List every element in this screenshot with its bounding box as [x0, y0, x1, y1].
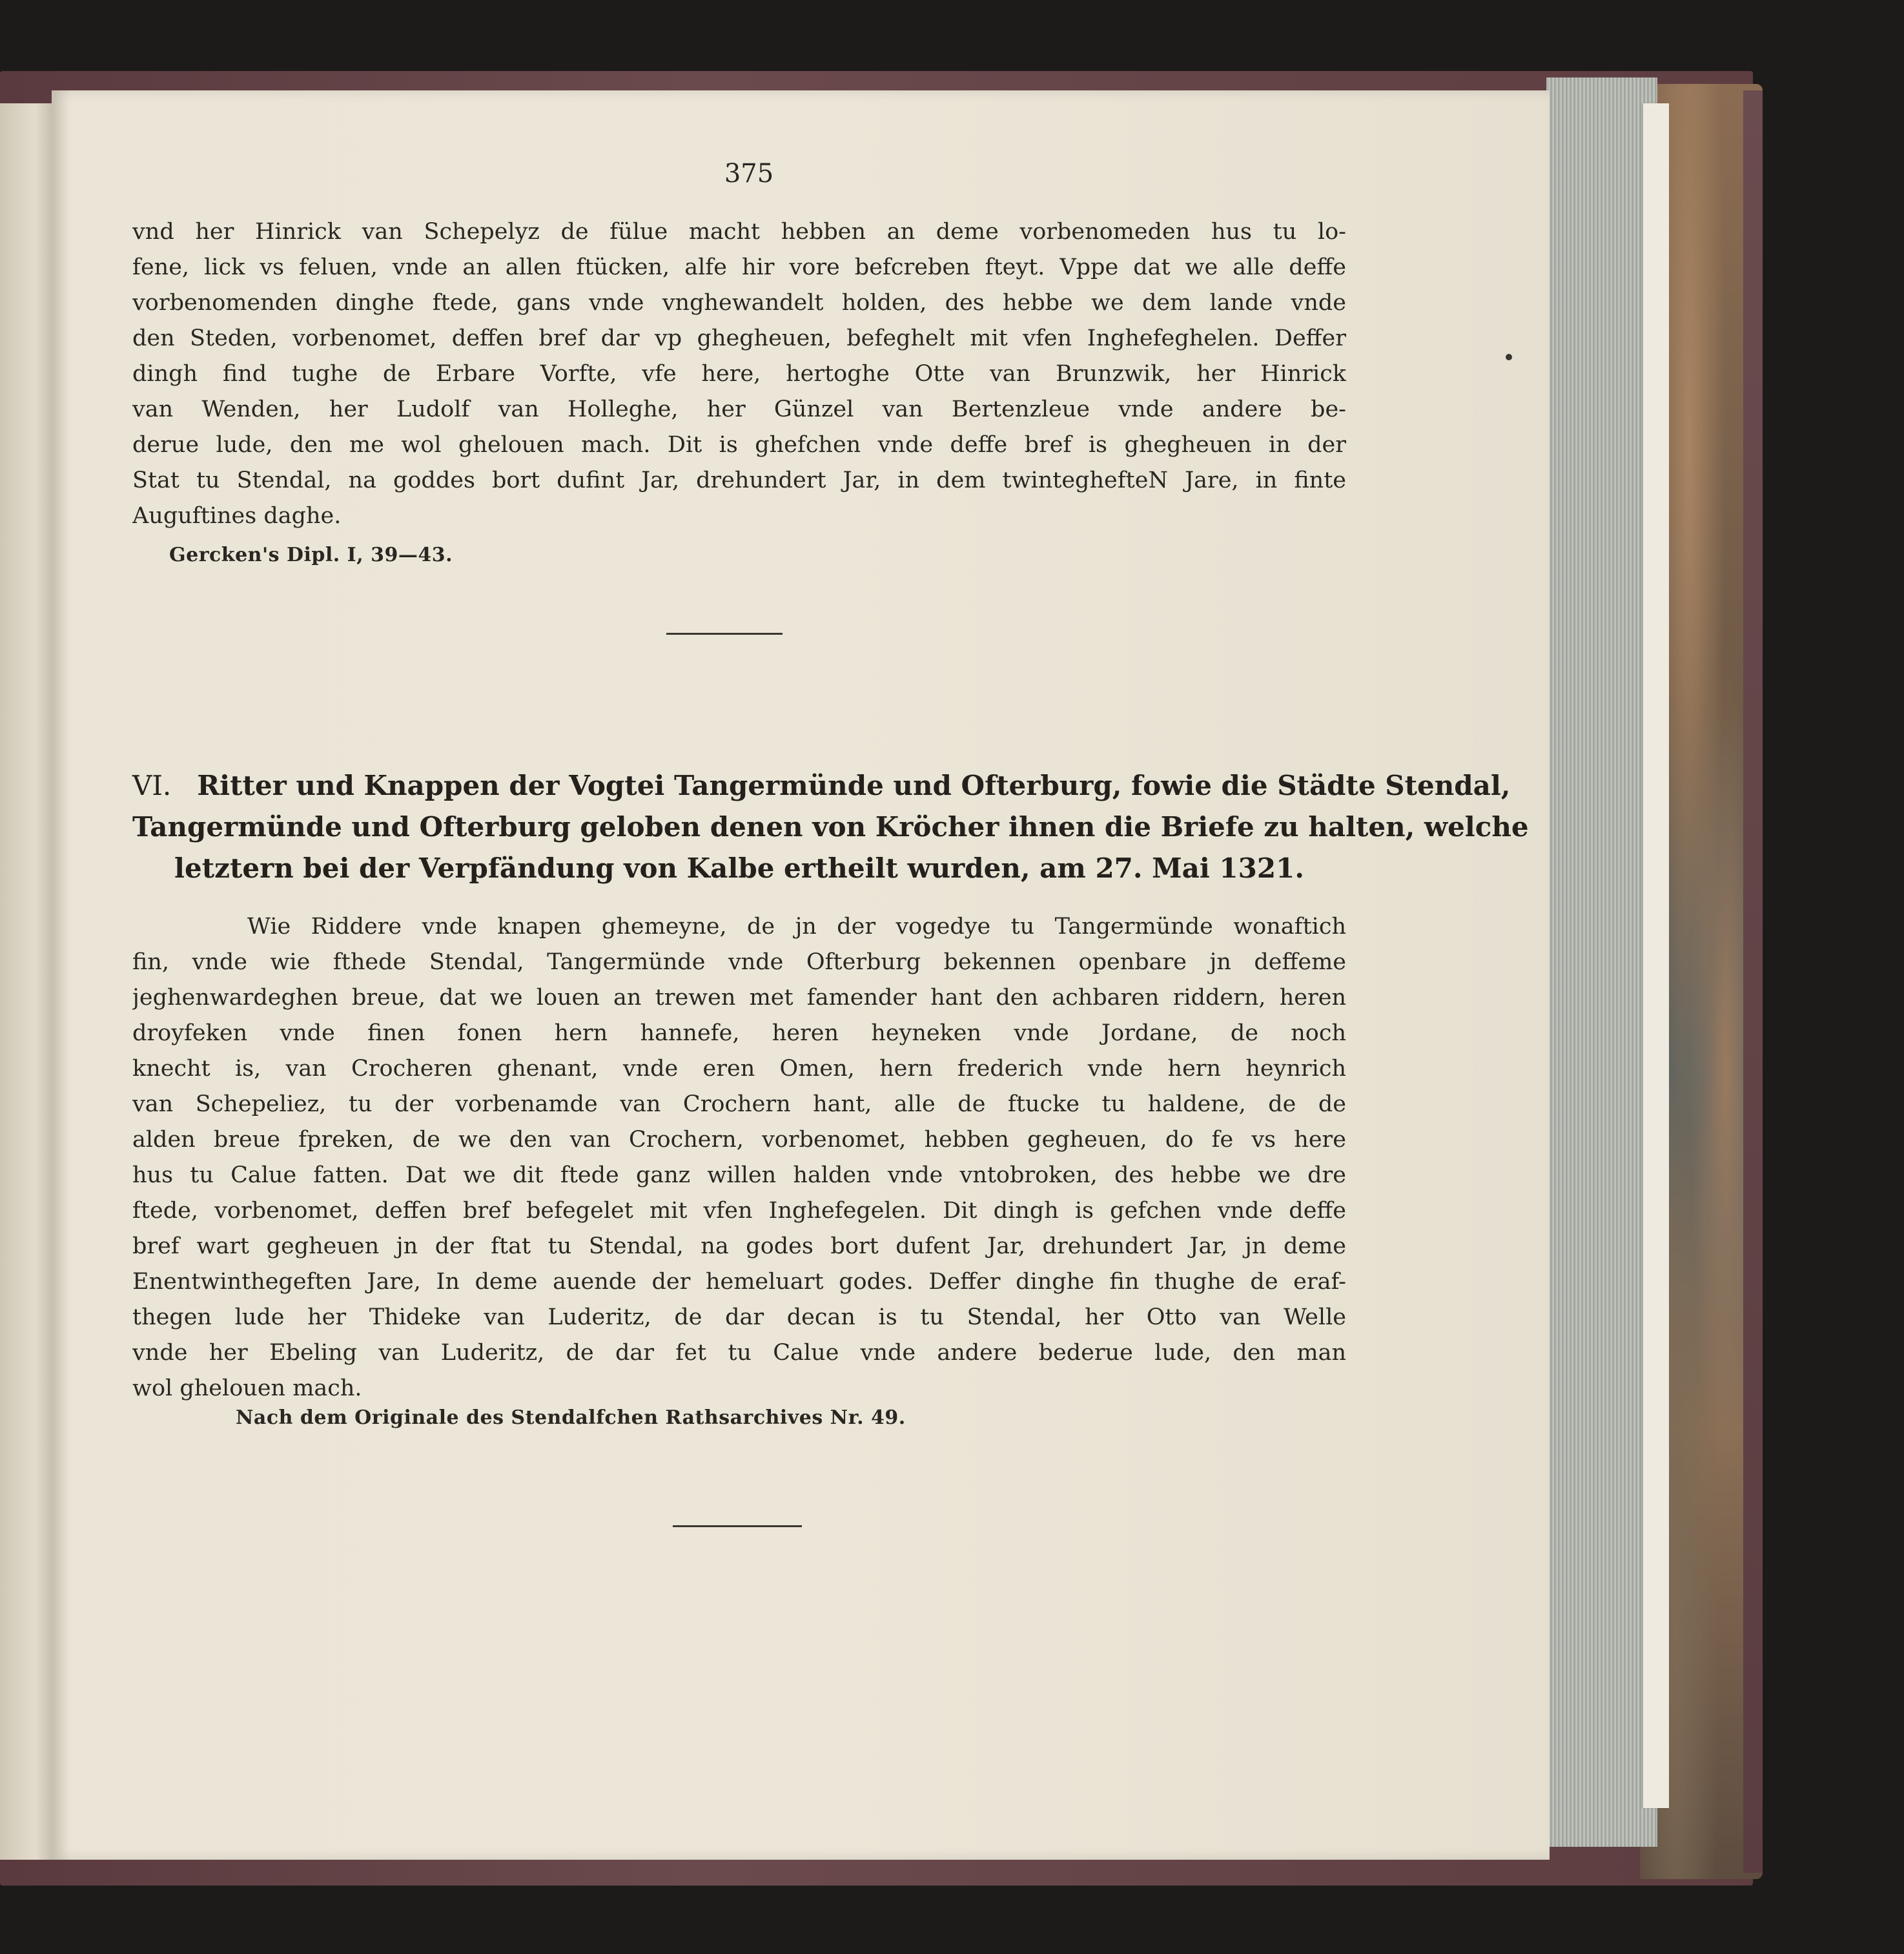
text-line: fene, lick vs feluen, vnde an allen ftücken, alfe hir vore befcreben fteyt. Vppe dat we alle deffe: [132, 254, 1346, 280]
text-line: droyfeken vnde finen fonen hern hannefe, heren heyneken vnde Jordane, de noch: [132, 1020, 1346, 1046]
text-line: jeghenwardeghen breue, dat we louen an trewen met famender hant den achbaren riddern, heren: [132, 985, 1346, 1011]
page-block-edges: [1546, 77, 1657, 1847]
continuation-source: Gercken's Dipl. I, 39—43.: [169, 544, 453, 566]
ink-speck: [1506, 354, 1512, 360]
heading-line: [132, 765, 1511, 807]
text-line: fin, vnde wie fthede Stendal, Tangermünde vnde Ofterburg bekennen openbare jn deffeme: [132, 949, 1346, 975]
section-numeral: VI.: [132, 770, 172, 801]
text-line: bref wart gegheuen jn der ftat tu Stendal, na godes bort dufent Jar, drehundert Jar, jn deme: [132, 1233, 1346, 1259]
heading-text: Tangermünde und Ofterburg geloben denen von Kröcher ihnen die Briefe zu halten, welche: [132, 811, 1529, 843]
text-line: van Schepeliez, tu der vorbenamde van Crochern hant, alle de ftucke tu haldene, de de: [132, 1091, 1346, 1117]
page-number: 375: [724, 159, 774, 189]
text-line: den Steden, vorbenomet, deffen bref dar vp ghegheuen, befeghelt mit vfen Inghefeghelen. Deffer: [132, 325, 1346, 351]
text-line: Auguftines daghe.: [132, 503, 342, 529]
endpaper: [1643, 103, 1669, 1808]
heading-line: [132, 848, 1346, 889]
continuation-text: [132, 214, 1346, 534]
heading-text: Ritter und Knappen der Vogtei Tangermünde und Ofterburg, fowie die Städte Stendal,: [197, 770, 1511, 801]
text-line: vnd her Hinrick van Schepelyz de fülue macht hebben an deme vorbenomeden hus tu lo-: [132, 219, 1346, 245]
section-source: Nach dem Originale des Stendalfchen Rathsarchives Nr. 49.: [236, 1406, 906, 1429]
text-line: vorbenomenden dinghe ftede, gans vnde vnghewandelt holden, des hebbe we dem lande vnde: [132, 290, 1346, 316]
text-line: Stat tu Stendal, na goddes bort dufint Jar, drehundert Jar, in dem twinteghefteN Jare, in finte: [132, 468, 1346, 493]
text-line: thegen lude her Thideke van Luderitz, de dar decan is tu Stendal, her Otto van Welle: [132, 1304, 1346, 1330]
text-line: hus tu Calue fatten. Dat we dit ftede ganz willen halden vnde vntobroken, des hebbe we dre: [132, 1162, 1346, 1188]
text-line: knecht is, van Crocheren ghenant, vnde eren Omen, hern frederich vnde hern heynrich: [132, 1056, 1346, 1082]
text-line: wol ghelouen mach.: [132, 1375, 362, 1401]
end-rule: [673, 1525, 802, 1527]
heading-text: letztern bei der Verpfändung von Kalbe ertheilt wurden, am 27. Mai 1321.: [174, 852, 1304, 884]
heading-line: [132, 807, 1529, 848]
text-line: ftede, vorbenomet, deffen bref befegelet mit vfen Inghefegelen. Dit dingh is gefchen vnde deffe: [132, 1198, 1346, 1224]
separator-rule: [666, 633, 783, 635]
section-text: [132, 909, 1346, 1406]
text-line: alden breue fpreken, de we den van Crochern, vorbenomet, hebben gegheuen, do fe vs here: [132, 1127, 1346, 1153]
text-line: dingh find tughe de Erbare Vorfte, vfe here, hertoghe Otte van Brunzwik, her Hinrick: [132, 361, 1346, 387]
text-line: Wie Riddere vnde knapen ghemeyne, de jn der vogedye tu Tangermünde wonaftich: [247, 914, 1346, 940]
text-line: derue lude, den me wol ghelouen mach. Dit is ghefchen vnde deffe bref is ghegheuen in der: [132, 432, 1346, 458]
left-page-sliver: [0, 103, 58, 1860]
cover-edge: [1743, 90, 1763, 1873]
text-line: vnde her Ebeling van Luderitz, de dar fet tu Calue vnde andere bederue lude, den man: [132, 1340, 1346, 1366]
text-line: Enentwinthegeften Jare, In deme auende der hemeluart godes. Deffer dinghe fin thughe de eraf-: [132, 1269, 1346, 1295]
section-heading: [132, 765, 1529, 889]
text-line: van Wenden, her Ludolf van Holleghe, her Günzel van Bertenzleue vnde andere be-: [132, 396, 1346, 422]
